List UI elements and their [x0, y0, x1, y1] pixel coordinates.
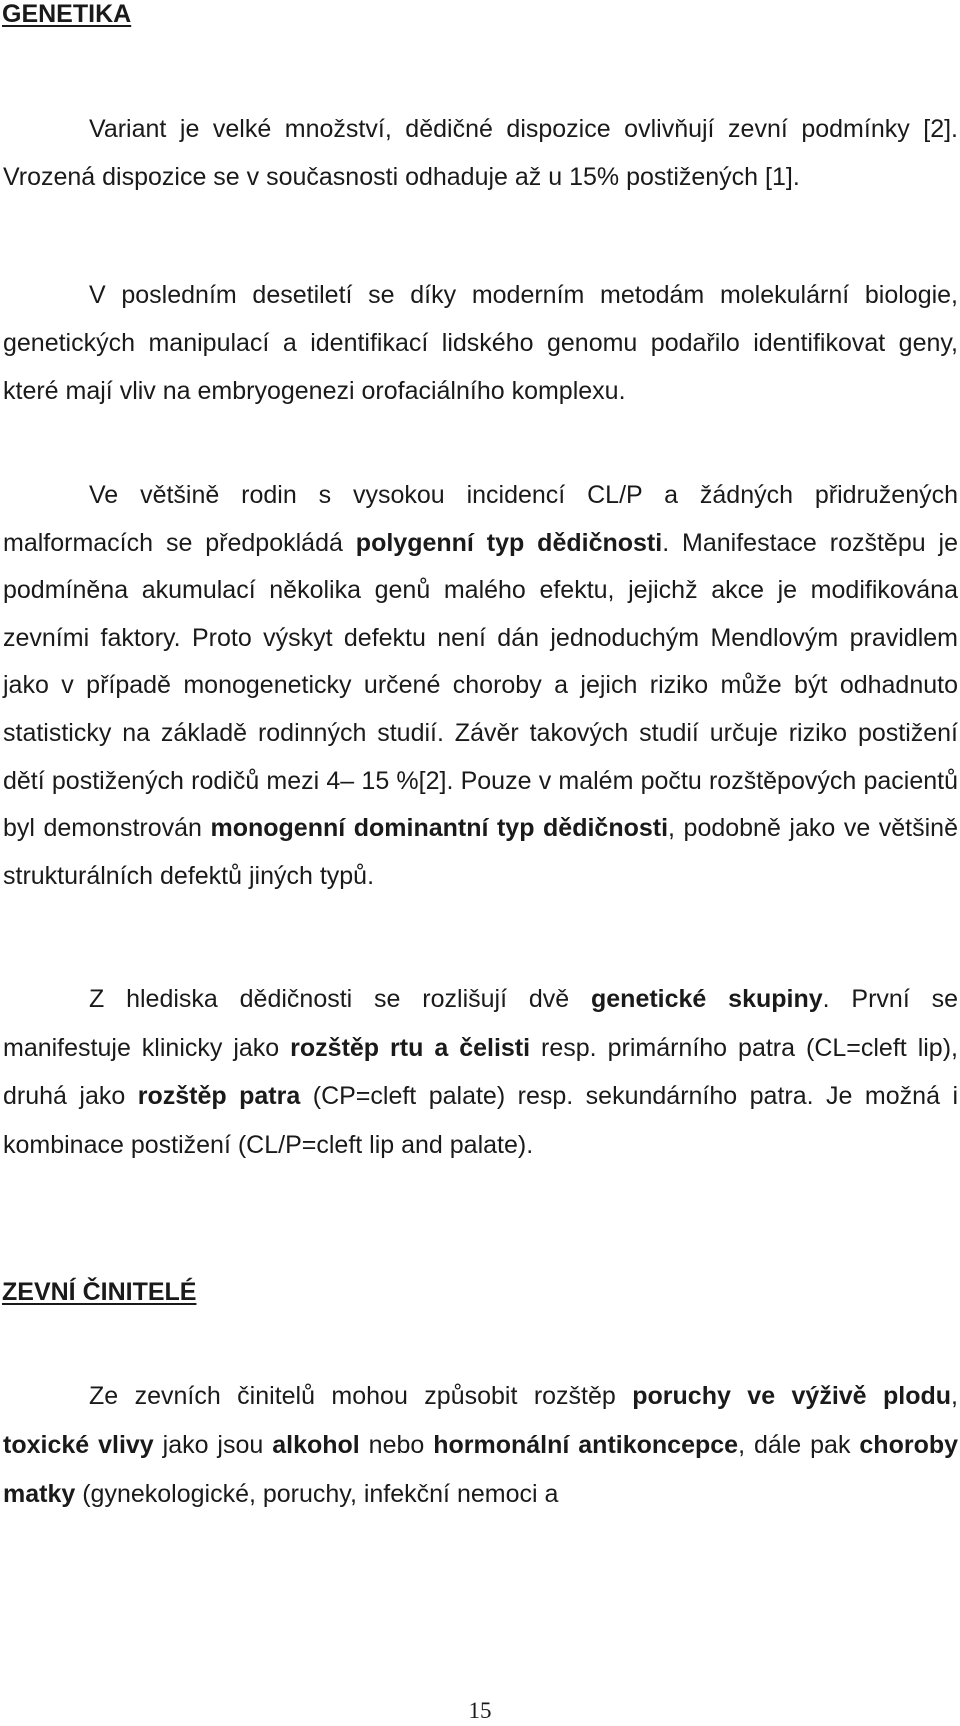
paragraph-molekularni-biologie	[3, 271, 958, 415]
bold-term: alkohol	[272, 1431, 360, 1459]
paragraph-text: Z hlediska dědičnosti se rozlišují dvě	[89, 985, 591, 1013]
paragraph-text: Variant je velké množství, dědičné dispozice ovlivňují zevní podmínky [2]. Vrozená dispozice se v současnosti odhaduje až u 15% postižených [1].	[3, 115, 958, 191]
paragraph-text: , podobně jako ve většině strukturálních defektů jiných typů.	[3, 814, 958, 890]
paragraph-dispozice	[3, 105, 958, 201]
paragraph-text: (CP=cleft palate) resp. sekundárního patra. Je možná i kombinace postižení (CL/P=cleft lip and palate).	[3, 1082, 958, 1159]
bold-term: polygenní typ dědičnosti	[355, 528, 663, 557]
bold-term: genetické skupiny	[591, 985, 823, 1013]
paragraph-text: . Manifestace rozštěpu je podmíněna akumulací několika genů malého efektu, jejichž akce je modifikována zevními faktory. Proto výskyt defektu není dán jednoduchým Mendlovým pravidlem jako v případě monogeneticky určené choroby a jejich riziko může být odhadnuto statisticky na základě rodinných studií. Závěr takových studií určuje riziko postižení dětí postižených rodičů mezi 4– 15 %[2]. Pouze v malém počtu rozštěpových pacientů byl demonstrován	[3, 528, 958, 843]
paragraph-text: V posledním desetiletí se díky moderním metodám molekulární biologie, genetických manipulací a identifikací lidského genomu podařilo identifikovat geny, které mají vliv na embryogenezi orofaciálního komplexu.	[3, 281, 958, 405]
page-number: 15	[468, 1698, 492, 1723]
paragraph-polygenni-dedicnost	[3, 472, 958, 900]
section-heading-genetika: GENETIKA	[2, 0, 132, 28]
paragraph-text: Ve většině rodin s vysokou incidencí CL/P a žádných přidružených malformacích se předpokládá	[3, 481, 958, 557]
paragraph-text: , dále pak	[738, 1431, 860, 1459]
bold-term: rozštěp patra	[137, 1082, 301, 1110]
bold-term: rozštěp rtu a čelisti	[290, 1033, 531, 1062]
bold-term: toxické vlivy	[3, 1431, 154, 1459]
bold-term: poruchy ve výživě plodu	[632, 1382, 952, 1410]
paragraph-text: jako jsou	[153, 1431, 273, 1459]
paragraph-text: . První se manifestuje klinicky jako	[3, 985, 958, 1062]
paragraph-zevni-cinitele	[3, 1372, 958, 1519]
paragraph-geneticke-skupiny	[3, 975, 958, 1169]
paragraph-text: ,	[951, 1382, 958, 1410]
bold-term: monogenní dominantní typ dědičnosti	[210, 814, 669, 843]
bold-term: hormonální antikoncepce	[433, 1431, 739, 1459]
paragraph-text: Ze zevních činitelů mohou způsobit rozštěp	[89, 1382, 633, 1410]
paragraph-text: nebo	[359, 1431, 434, 1459]
paragraph-text: resp. primárního patra (CL=cleft lip), druhá jako	[3, 1033, 958, 1110]
section-heading-zevni-cinitele: ZEVNÍ ČINITELÉ	[2, 1278, 197, 1306]
bold-term: choroby matky	[3, 1431, 959, 1508]
paragraph-text: (gynekologické, poruchy, infekční nemoci a	[75, 1480, 559, 1508]
